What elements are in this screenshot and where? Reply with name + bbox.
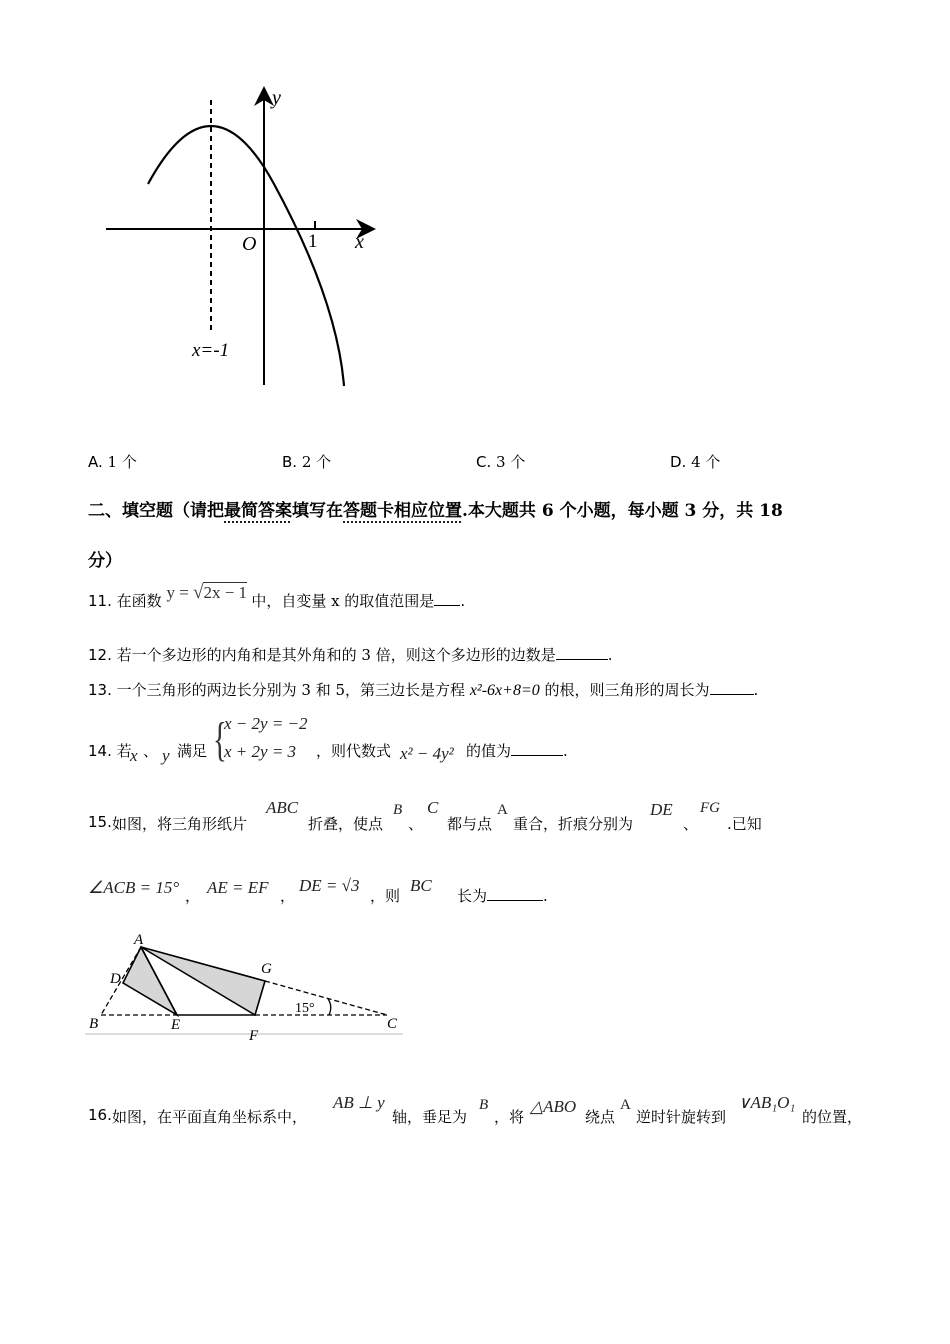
q11-formula: y = √2x − 1 xyxy=(166,582,248,603)
parabola-graph xyxy=(100,80,390,400)
q14-expr: x² − 4y² xyxy=(400,744,454,763)
segment-gc-dashed xyxy=(265,981,387,1015)
section-mid: 填写在 xyxy=(292,501,343,521)
q14-post: 的值为 xyxy=(466,742,512,760)
q14-number: 14. xyxy=(88,742,112,760)
q14-eq1: x − 2y = −2 xyxy=(224,714,308,733)
q14-mid: ，则代数式 xyxy=(316,742,392,760)
y-axis-label: y xyxy=(272,87,281,109)
q15-c: C xyxy=(427,798,439,817)
q16-t5: 逆时针旋转到 xyxy=(636,1108,727,1126)
q14-pre: 若 xyxy=(116,742,132,760)
section-dotted-2: 答题卡相应位置 xyxy=(343,501,462,521)
q16-ab-perp: AB ⊥ y xyxy=(333,1093,385,1112)
q15-t5: 重合，折痕分别为 xyxy=(513,815,634,833)
q15-b: B xyxy=(393,802,403,818)
q14-var-y: y xyxy=(162,746,170,765)
q13-equation: x²-6x+8=0 xyxy=(469,682,540,699)
q15-t3: 、 xyxy=(408,815,424,833)
option-a xyxy=(88,451,137,472)
q15-de: DE xyxy=(650,800,673,819)
q15-angle: ∠ACB = 15° xyxy=(88,878,180,897)
q15-t4: 都与点 xyxy=(447,815,493,833)
q16-a: A xyxy=(620,1097,631,1113)
label-c: C xyxy=(387,1016,398,1032)
option-c-text: 3 个 xyxy=(496,453,526,471)
q11-formula-radicand: 2x − 1 xyxy=(203,583,248,602)
q16-number: 16. xyxy=(88,1106,112,1124)
option-d-letter: D. xyxy=(670,453,687,471)
q16-t3: ，将 xyxy=(494,1108,525,1126)
question-13 xyxy=(88,679,758,700)
q13-text-pre: 一个三角形的两边长分别为 3 和 5，第三边长是方程 xyxy=(116,681,466,699)
figure-15 xyxy=(85,928,405,1048)
q15-tail xyxy=(457,885,548,906)
q11-pre: 在函数 xyxy=(116,592,162,610)
q14-brace: { xyxy=(213,713,227,766)
option-b xyxy=(282,451,331,472)
section-heading-line2: 分） xyxy=(88,551,122,571)
q16-b: B xyxy=(479,1097,489,1113)
q12-end: . xyxy=(607,646,613,664)
q16-t4: 绕点 xyxy=(585,1108,616,1126)
option-a-letter: A. xyxy=(88,453,103,471)
q14-eq2: x + 2y = 3 xyxy=(224,742,297,761)
q14-tail xyxy=(466,740,568,761)
label-f: F xyxy=(249,1028,259,1044)
q14-sep: 、 xyxy=(143,742,159,760)
q12-text: 若一个多边形的内角和是其外角和的 3 倍，则这个多边形的边数是 xyxy=(116,646,556,664)
option-d xyxy=(670,451,720,472)
q15-ae: AE = EF xyxy=(207,878,269,897)
q15-t6: 、 xyxy=(683,815,699,833)
q15-number: 15. xyxy=(88,813,112,831)
q13-end: . xyxy=(753,681,759,699)
q12-number: 12. xyxy=(88,646,112,664)
q11-post: 中，自变量 x 的取值范围是 xyxy=(251,592,435,610)
q15-end: . xyxy=(543,887,548,905)
x-axis-label: x xyxy=(355,231,364,253)
angle-label: 15° xyxy=(295,1001,315,1016)
q14-end: . xyxy=(563,742,568,760)
angle-arc xyxy=(328,999,331,1015)
q16-tri2: ∨AB₁O₁ xyxy=(738,1093,796,1112)
section-prefix: 二、填空题（请把 xyxy=(88,501,224,521)
q15-bc: BC xyxy=(410,876,432,895)
q15-t7: .已知 xyxy=(727,815,762,833)
option-b-letter: B. xyxy=(282,453,298,471)
section-dotted-1: 最简答案 xyxy=(224,501,292,521)
q11-end: . xyxy=(460,592,466,610)
q11-number: 11. xyxy=(88,592,112,610)
option-d-text: 4 个 xyxy=(691,453,721,471)
q16-tri: △ABO xyxy=(530,1097,577,1116)
q16-t2: 轴，垂足为 xyxy=(392,1108,468,1126)
q16-t6: 的位置， xyxy=(802,1108,863,1126)
q11-formula-y: y = xyxy=(166,583,189,602)
q15-then: ，则 xyxy=(370,887,401,905)
q14-var-x: x xyxy=(130,746,138,765)
q13-text-post: 的根，则三角形的周长为 xyxy=(544,681,710,699)
label-e: E xyxy=(171,1017,181,1033)
label-d: D xyxy=(110,971,121,987)
option-c-letter: C. xyxy=(476,453,492,471)
option-c xyxy=(476,451,525,472)
label-g: G xyxy=(261,961,272,977)
q15-t8: 长为 xyxy=(457,887,488,905)
q15-abc: ABC xyxy=(266,798,299,817)
parabola-curve xyxy=(148,126,344,386)
q15-fg: FG xyxy=(700,800,720,816)
origin-label: O xyxy=(242,233,257,255)
label-a: A xyxy=(134,932,144,948)
q13-number: 13. xyxy=(88,681,112,699)
label-b: B xyxy=(89,1016,99,1032)
q15-a: A xyxy=(497,802,508,818)
q14-satisfy: 满足 xyxy=(177,742,208,760)
question-14 xyxy=(88,740,132,761)
question-12 xyxy=(88,644,613,665)
q15-t1: 如图，将三角形纸片 xyxy=(112,815,248,833)
tick-label-1: 1 xyxy=(308,231,318,252)
section-rest: .本大题共 6 个小题，每小题 3 分，共 18 xyxy=(462,501,783,521)
section-heading xyxy=(88,496,783,521)
q15-de-val: DE = √3 xyxy=(299,876,360,895)
option-b-text: 2 个 xyxy=(301,453,332,471)
question-11 xyxy=(88,582,466,612)
q15-t2: 折叠，使点 xyxy=(308,815,384,833)
symmetry-axis-label: x=-1 xyxy=(192,340,230,361)
q16-t1: 如图，在平面直角坐标系中， xyxy=(112,1108,308,1126)
option-a-text: 1 个 xyxy=(107,453,137,471)
q15-comma1: ， xyxy=(185,887,201,905)
q15-comma2: ， xyxy=(280,887,296,905)
